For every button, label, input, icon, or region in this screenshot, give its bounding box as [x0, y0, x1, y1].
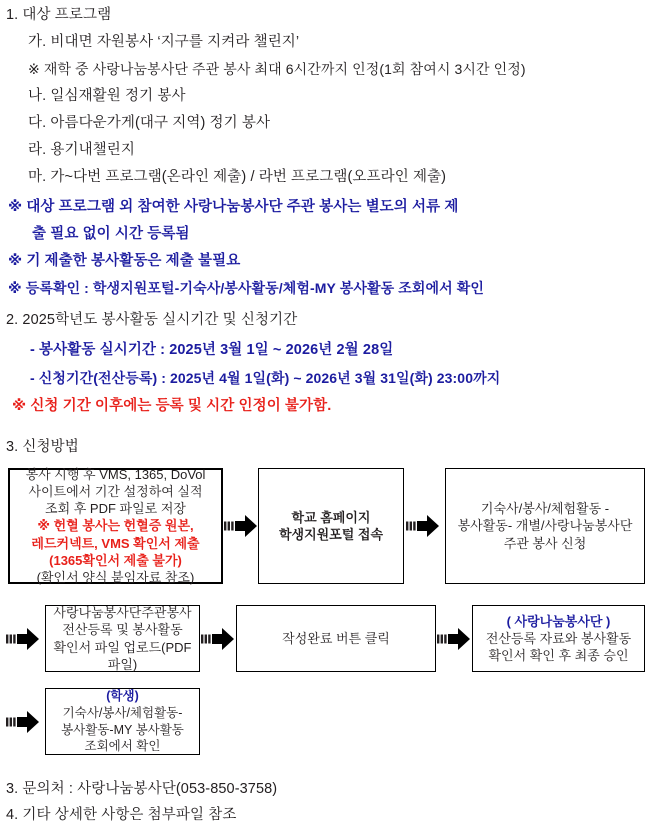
flow-box-7-line-3: 조회에서 확인	[84, 739, 161, 754]
flow-box-2	[258, 468, 404, 584]
flow-box-7-line-1: 기숙사/봉사/체험활동-	[62, 705, 183, 720]
section1-item-4: 라. 용기내챌린지	[28, 142, 136, 158]
flow-box-1-line-2: 조회 후 PDF 파일로 저장	[45, 501, 186, 517]
flow-box-7	[45, 688, 200, 755]
arrow-right-icon-2	[406, 513, 440, 539]
flow-box-4	[45, 605, 200, 672]
flow-box-7-line-2: 봉사활동-MY 봉사활동	[61, 722, 184, 737]
flow-box-3-line-2: 주관 봉사 신청	[503, 535, 587, 551]
flow-box-2-line-1: 학생지원포털 접속	[278, 527, 384, 542]
flow-box-1-line-1: 사이트에서 기간 설정하여 실적	[28, 483, 203, 499]
section3-heading: 3. 신청방법	[6, 439, 79, 455]
flow-box-7-line-0: (학생)	[106, 689, 139, 704]
flow-box-4-line-0: 사랑나눔봉사단주관봉사	[53, 604, 192, 620]
flow-box-6	[472, 605, 645, 672]
section2-heading: 2. 2025학년도 봉사활동 실시기간 및 신청기간	[6, 312, 298, 328]
section1-item-5: 마. 가~다번 프로그램(온라인 제출) / 라번 프로그램(오프라인 제출)	[28, 169, 447, 185]
flow-box-1-line-4: 레드커넥트, VMS 확인서 제출	[31, 535, 200, 551]
flow-box-5-line-0: 작성완료 버튼 클릭	[282, 630, 390, 646]
flow-box-1-line-5: (1365확인서 제출 불가)	[49, 552, 182, 568]
section1-note-2: ※ 기 제출한 봉사활동은 제출 불필요	[8, 253, 241, 269]
flow-box-4-line-1: 전산등록 및 봉사활동	[62, 622, 183, 638]
flow-box-4-line-2: 확인서 파일 업로드(PDF	[53, 639, 192, 655]
arrow-right-icon-1	[224, 513, 258, 539]
flow-box-1-line-0: 봉사 시행 후 VMS, 1365, DoVol	[25, 466, 206, 482]
flow-box-1-line-3: ※ 헌혈 봉사는 헌혈증 원본,	[37, 518, 194, 534]
flow-box-5	[236, 605, 436, 672]
section1-item-0: 가. 비대면 자원봉사 ‘지구를 지켜라 챌린지’	[28, 34, 300, 50]
flow-box-6-line-0: ( 사랑나눔봉사단 )	[506, 613, 611, 629]
arrow-right-icon-6	[6, 709, 40, 735]
section1-heading: 1. 대상 프로그램	[6, 7, 112, 23]
section2-period-1: - 신청기간(전산등록) : 2025년 4월 1일(화) ~ 2026년 3월 31일(화) 23:00까지	[30, 370, 501, 386]
section1-note-3: ※ 등록확인 : 학생지원포털-기숙사/봉사활동/체험-MY 봉사활동 조회에서 확인	[8, 280, 484, 296]
flow-box-2-line-0: 학교 홈페이지	[291, 509, 371, 525]
flow-box-1-line-6: (확인서 양식 붙임자료 참조)	[36, 570, 195, 586]
section1-item-3: 다. 아름다운가게(대구 지역) 정기 봉사	[28, 115, 271, 131]
arrow-right-icon-3	[6, 626, 40, 652]
section2-warning: ※ 신청 기간 이후에는 등록 및 시간 인정이 불가함.	[12, 398, 332, 414]
flow-box-3	[445, 468, 645, 584]
flow-box-3-line-1: 봉사활동- 개별/사랑나눔봉사단	[457, 518, 633, 534]
flow-box-3-line-0: 기숙사/봉사/체험활동 -	[480, 501, 610, 517]
section1-item-1: ※ 재학 중 사랑나눔봉사단 주관 봉사 최대 6시간까지 인정(1회 참여시 3시간 인정)	[28, 61, 526, 77]
contact-line: 3. 문의처 : 사랑나눔봉사단(053-850-3758)	[6, 781, 278, 797]
section2-period-0: - 봉사활동 실시기간 : 2025년 3월 1일 ~ 2026년 2월 28일	[30, 342, 394, 358]
arrow-right-icon-5	[437, 626, 471, 652]
arrow-right-icon-4	[201, 626, 235, 652]
flow-box-6-line-1: 전산등록 자료와 봉사활동	[485, 630, 632, 646]
flow-box-6-line-2: 확인서 확인 후 최종 승인	[488, 648, 629, 664]
etc-line: 4. 기타 상세한 사항은 첨부파일 참조	[6, 807, 237, 823]
flow-box-4-line-3: 파일)	[107, 656, 138, 672]
flow-box-1	[8, 468, 223, 584]
section1-item-2: 나. 일심재활원 정기 봉사	[28, 88, 186, 104]
section1-note-1: 출 필요 없이 시간 등록됨	[32, 226, 190, 242]
section1-note-0: ※ 대상 프로그램 외 참여한 사랑나눔봉사단 주관 봉사는 별도의 서류 제	[8, 199, 459, 215]
